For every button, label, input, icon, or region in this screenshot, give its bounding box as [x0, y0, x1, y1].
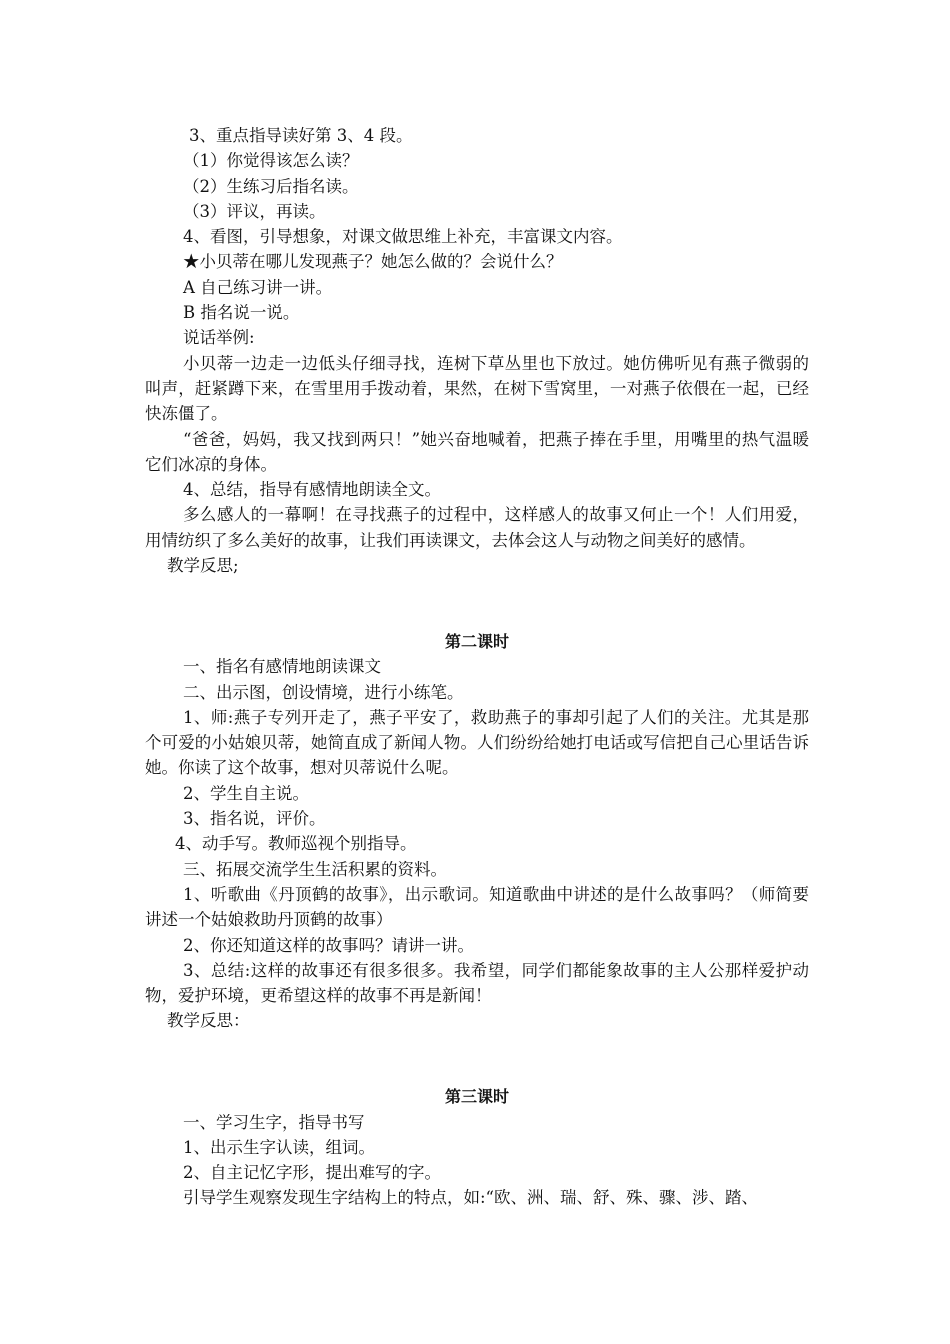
lesson2-step-3: 3、指名说，评价。	[183, 809, 326, 829]
example-label: 说话举例:	[183, 328, 255, 348]
lesson2-item-1: 一、指名有感情地朗读课文	[183, 657, 381, 677]
lesson2-paragraph-3: 2、你还知道这样的故事吗？请讲一讲。	[183, 935, 474, 955]
lesson3-paragraph-1: 引导学生观察发现生字结构上的特点，如:“欧、洲、瑞、舒、殊、骤、涉、踏、	[183, 1188, 758, 1208]
question-line: ★小贝蒂在哪儿发现燕子？她怎么做的？会说什么？	[183, 252, 563, 272]
lesson2-step-2: 2、学生自主说。	[183, 783, 309, 803]
lesson2-item-2: 二、出示图，创设情境，进行小练笔。	[183, 682, 464, 702]
option-a: A 自己练习讲一讲。	[183, 277, 333, 297]
document-body	[145, 123, 809, 1211]
step-3-heading: 3、重点指导读好第 3、4 段。	[189, 126, 413, 145]
sub-item-2: （2）生练习后指名读。	[183, 176, 359, 196]
section-gap	[145, 578, 809, 629]
summary-paragraph: 多么感人的一幕啊！在寻找燕子的过程中，这样感人的故事又何止一个！人们用爱，用情纺织了多么美好的故事，让我们再读课文，去体会这人与动物之间美好的感情。	[145, 505, 809, 550]
section-gap	[145, 1034, 809, 1085]
teaching-reflection-2: 教学反思：	[167, 1011, 250, 1031]
step-4-heading: 4、看图，引导想象，对课文做思维上补充，丰富课文内容。	[183, 227, 623, 247]
sub-item-1: （1）你觉得该怎么读？	[183, 151, 359, 171]
lesson3-item-1: 一、学习生字，指导书写	[183, 1112, 365, 1132]
lesson2-step-4: 4、动手写。教师巡视个别指导。	[175, 834, 417, 854]
section-title-lesson-2: 第二课时	[444, 631, 509, 651]
section-title-lesson-3: 第三课时	[444, 1087, 509, 1107]
lesson3-step-2: 2、自主记忆字形，提出难写的字。	[183, 1163, 441, 1183]
sub-item-3: （3）评议，再读。	[183, 201, 326, 221]
example-paragraph-2: “爸爸，妈妈，我又找到两只！”她兴奋地喊着，把燕子捧在手里，用嘴里的热气温暖它们冰凉的身体。	[145, 429, 809, 474]
lesson2-paragraph-2: 1、听歌曲《丹顶鹤的故事》，出示歌词。知道歌曲中讲述的是什么故事吗？（师简要讲述一个姑娘救助丹顶鹤的故事）	[145, 884, 809, 930]
teaching-reflection-1: 教学反思;	[167, 556, 239, 576]
lesson3-step-1: 1、出示生字认读，组词。	[183, 1137, 375, 1157]
lesson2-paragraph-4: 3、总结:这样的故事还有很多很多。我希望，同学们都能象故事的主人公那样爱护动物，爱护环境，更希望这样的故事不再是新闻！	[145, 960, 809, 1006]
summary-step: 4、总结，指导有感情地朗读全文。	[183, 480, 441, 500]
lesson2-item-3: 三、拓展交流学生生活积累的资料。	[183, 859, 447, 879]
lesson2-paragraph-1: 1、师:燕子专列开走了，燕子平安了，救助燕子的事却引起了人们的关注。尤其是那个可爱的小姑娘贝蒂，她简直成了新闻人物。人们纷纷给她打电话或写信把自己心里话告诉她。你读了这个故事，想对贝蒂说什么呢。	[145, 707, 809, 778]
option-b: B 指名说一说。	[183, 303, 300, 323]
example-paragraph-1: 小贝蒂一边走一边低头仔细寻找，连树下草丛里也下放过。她仿佛听见有燕子微弱的叫声，赶紧蹲下来，在雪里用手拨动着，果然，在树下雪窝里，一对燕子依偎在一起，已经快冻僵了。	[145, 353, 809, 424]
